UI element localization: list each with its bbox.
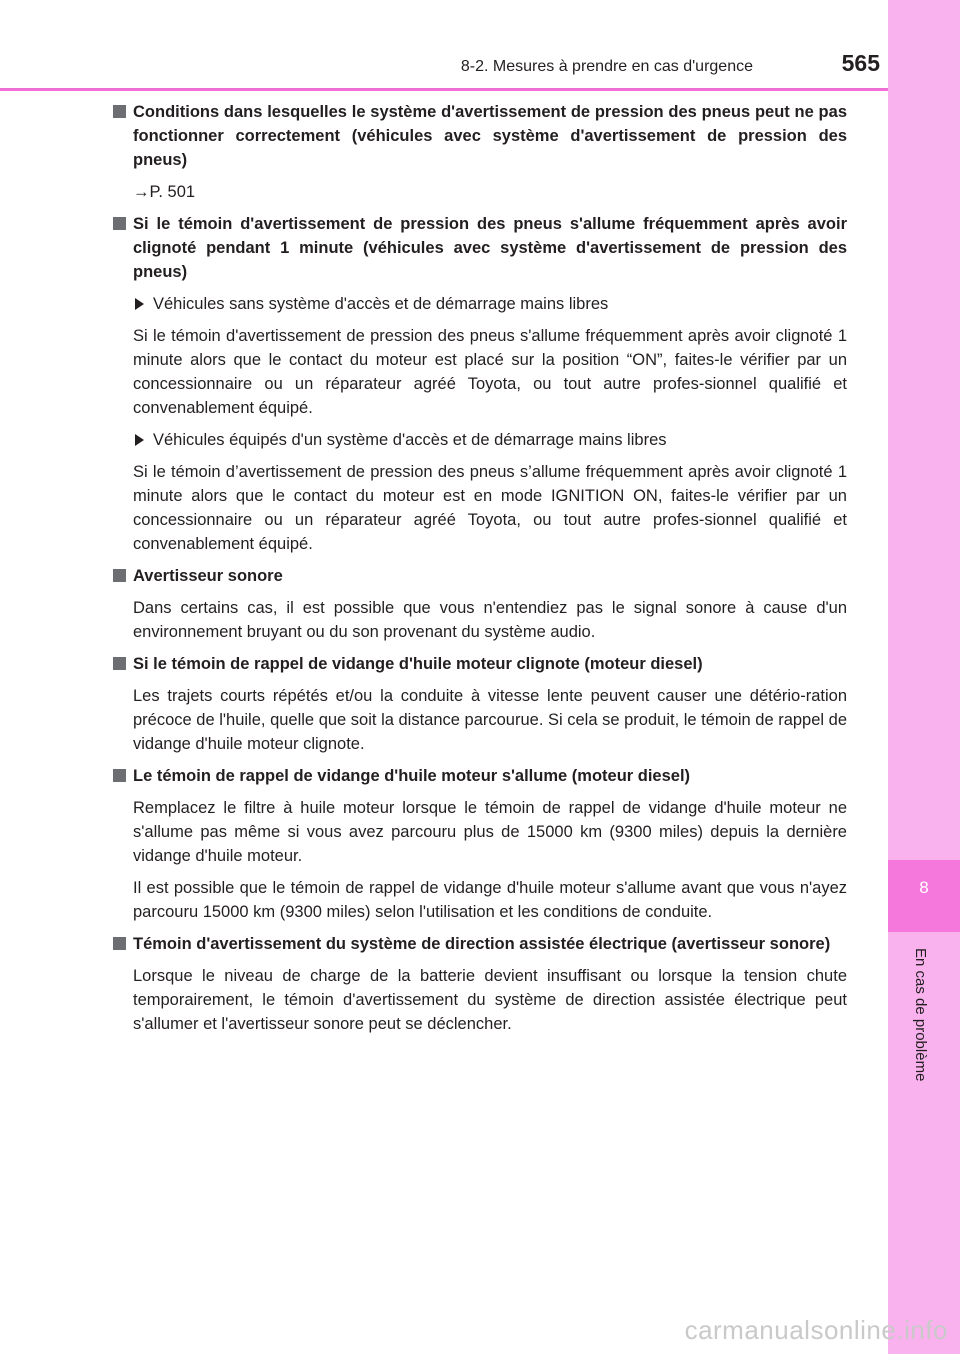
section-oil-reminder-flashing — [113, 652, 847, 756]
chapter-side-tab — [888, 0, 960, 1354]
section-oil-reminder-on — [113, 764, 847, 924]
square-bullet-icon — [113, 937, 126, 950]
square-bullet-icon — [113, 217, 126, 230]
section-heading: Témoin d'avertissement du système de direction assistée électrique (avertisseur sonore) — [113, 932, 847, 956]
section-eps-warning — [113, 932, 847, 1036]
triangle-bullet-icon — [135, 298, 144, 310]
paragraph: Si le témoin d’avertissement de pression des pneus s’allume fréquemment après avoir clignoté 1 minute alors que le contact du moteur est en mode IGNITION ON, faites-le vérifier par un concessionnaire ou un réparateur agréé Toyota, ou tout autre profes-sionnel qualifié et convenablement équipé. — [133, 463, 847, 553]
square-bullet-icon — [113, 657, 126, 670]
page-reference-link[interactable]: →P. 501 — [133, 183, 196, 201]
chapter-number: 8 — [919, 878, 929, 897]
square-bullet-icon — [113, 769, 126, 782]
chapter-label: En cas de problème — [912, 948, 929, 1082]
paragraph: Si le témoin d'avertissement de pression des pneus s'allume fréquemment après avoir clignoté 1 minute alors que le contact du moteur est placé sur la position “ON”, faites-le vérifier par un concessionnaire ou un réparateur agréé Toyota, ou tout autre profes-sionnel qualifié et convenablement équipé. — [133, 327, 847, 417]
section-title: 8-2. Mesures à prendre en cas d'urgence — [460, 58, 753, 75]
bullet-item: Véhicules sans système d'accès et de démarrage mains libres — [113, 292, 847, 316]
section-heading: Si le témoin de rappel de vidange d'huile moteur clignote (moteur diesel) — [113, 652, 847, 676]
section-tpms-conditions — [113, 100, 847, 204]
section-heading: Le témoin de rappel de vidange d'huile moteur s'allume (moteur diesel) — [113, 764, 847, 788]
watermark: carmanualsonline.info — [684, 1315, 948, 1345]
paragraph: Il est possible que le témoin de rappel de vidange d'huile moteur s'allume avant que vous n'ayez parcouru 15000 km (9300 miles) selon l'utilisation et les conditions de conduite. — [133, 879, 847, 921]
page-content — [113, 100, 847, 1044]
bullet-item: Véhicules équipés d'un système d'accès et de démarrage mains libres — [113, 428, 847, 452]
paragraph: Lorsque le niveau de charge de la batterie devient insuffisant ou lorsque la tension chute temporairement, le témoin d'avertissement du système de direction assistée électrique peut s'allumer et l'avertisseur sonore peut se déclencher. — [133, 967, 847, 1033]
square-bullet-icon — [113, 569, 126, 582]
paragraph: Les trajets courts répétés et/ou la conduite à vitesse lente peuvent causer une détério-ration précoce de l'huile, quelle que soit la distance parcourue. Si cela se produit, le témoin de rappel de vidange d'huile moteur clignote. — [133, 687, 848, 753]
square-bullet-icon — [113, 105, 126, 118]
paragraph: Dans certains cas, il est possible que vous n'entendiez pas le signal sonore à cause d'un environnement bruyant ou du son provenant du système audio. — [133, 599, 847, 641]
section-heading: Si le témoin d'avertissement de pression des pneus s'allume fréquemment après avoir clignoté pendant 1 minute (véhicules avec système d'avertissement de pression des pneus) — [113, 212, 847, 284]
section-buzzer — [113, 564, 847, 644]
header-rule — [0, 88, 888, 91]
paragraph: Remplacez le filtre à huile moteur lorsque le témoin de rappel de vidange d'huile moteur ne s'allume pas même si vous avez parcouru plus de 15000 km (9300 miles) depuis la dernière vidange d'huile moteur. — [133, 799, 847, 865]
section-tpms-frequent — [113, 212, 847, 556]
section-heading: Conditions dans lesquelles le système d'avertissement de pression des pneus peut ne pas fonctionner correctement (véhicules avec système d'avertissement de pression des pneus) — [113, 100, 847, 172]
triangle-bullet-icon — [135, 434, 144, 446]
page-number: 565 — [841, 50, 880, 76]
section-heading: Avertisseur sonore — [113, 564, 847, 588]
